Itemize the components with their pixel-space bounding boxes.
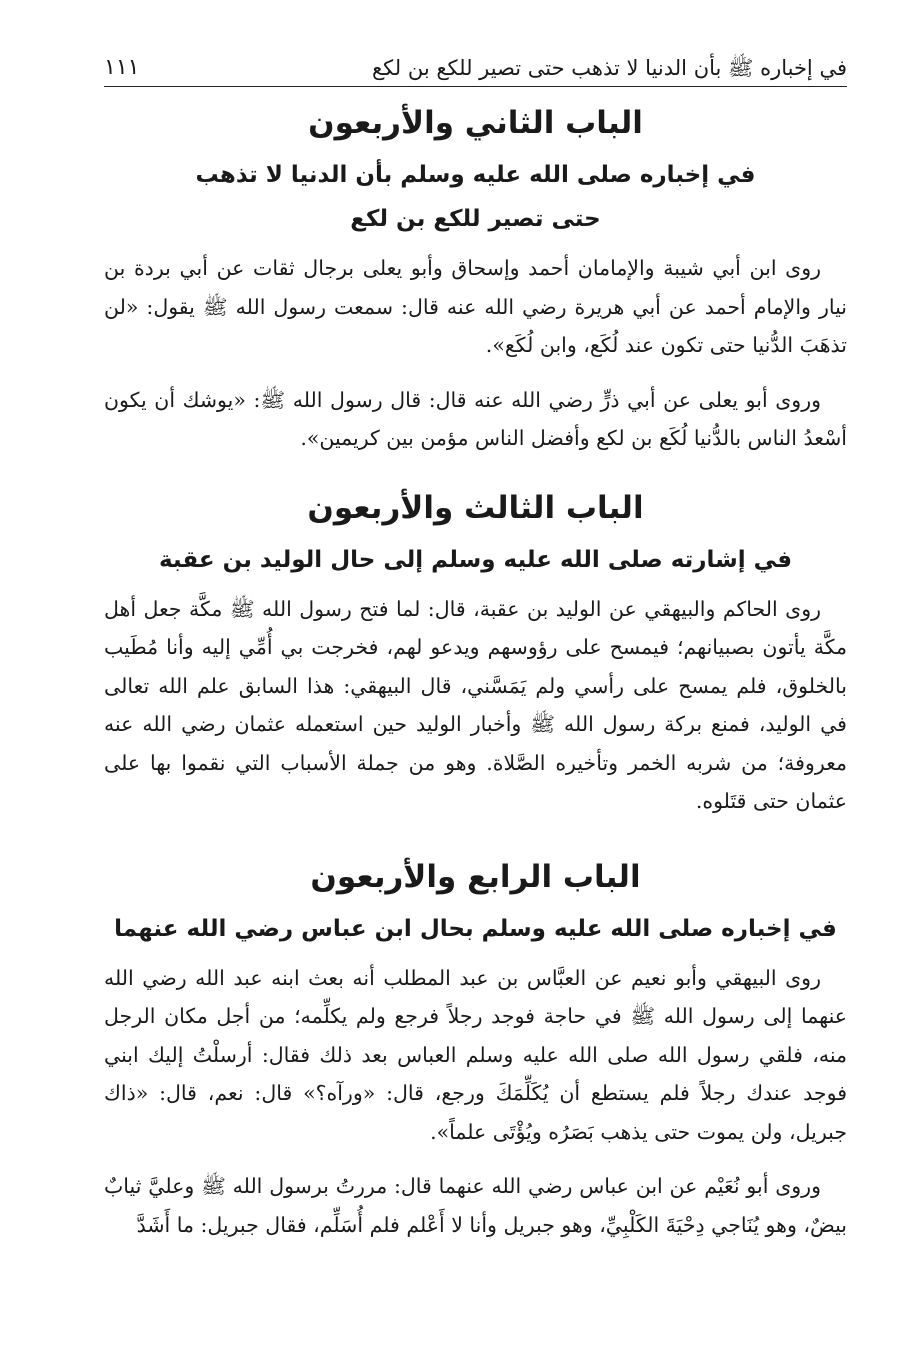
body-paragraph: روى البيهقي وأبو نعيم عن العبَّاس بن عبد المطلب أنه بعث ابنه عبد الله رضي الله عنهما إلى رسول الله ﷺ في حاجة فوجد رجلاً فرجع ولم يكلِّمه؛ من أجل مكان الرجل منه، فلقي رسول الله صلى الله عليه وسلم العباس بعد ذلك فقال: أرسلْتُ إليك ابني فوجد عندك رجلاً فلم يستطع أن يُكَلِّمَكَ ورجع، قال: «ورآه؟» قال: نعم، قال: «ذاك جبريل، ولن يموت حتى يذهب بَصَرُه ويُؤْتَى علماً». — [104, 965, 847, 1144]
body-paragraph: وروى أبو نُعَيْم عن ابن عباس رضي الله عنهما قال: مررتُ برسول الله ﷺ وعليَّ ثيابٌ بيضٌ، وهو يُنَاجي دِحْيَةَ الكَلْبِيِّ، وهو جبريل وأنا لا أَعْلم فلم أُسَلِّم، فقال جبريل: ما أَشَدَّ — [104, 1174, 847, 1237]
running-title: في إخباره ﷺ بأن الدنيا لا تذهب حتى تصير للكع بن لكع — [371, 56, 847, 80]
chapter-subtitle-line: حتى تصير للكع بن لكع — [350, 206, 601, 232]
chapter-43 — [104, 488, 847, 821]
chapter-42 — [104, 103, 847, 458]
chapter-44 — [104, 857, 847, 1245]
running-header — [104, 54, 847, 87]
chapter-title: الباب الرابع والأربعون — [310, 858, 641, 895]
chapter-subtitle: في إخباره صلى الله عليه وسلم بحال ابن عباس رضي الله عنهما — [114, 915, 837, 942]
body-paragraph: روى ابن أبي شيبة والإمامان أحمد وإسحاق وأبو يعلى برجال ثقات عن أبي بردة بن نيار والإمام أحمد عن أبي هريرة رضي الله عنه قال: سمعت رسول الله ﷺ يقول: «لن تذهَبَ الدُّنيا حتى تكون عند لُكَع، وابن لُكَع». — [104, 256, 847, 357]
chapter-title: الباب الثاني والأربعون — [308, 105, 643, 141]
page-number: ١١١ — [104, 55, 140, 80]
chapter-subtitle-line: في إخباره صلى الله عليه وسلم بأن الدنيا لا تذهب — [195, 162, 756, 188]
body-paragraph: روى الحاكم والبيهقي عن الوليد بن عقبة، قال: لما فتح رسول الله ﷺ مكَّة جعل أهل مكَّة يأتون بصبيانهم؛ فيمسح على رؤوسهم ويدعو لهم، فخرجت بي أُمِّي إليه وأنا مُطَيب بالخلوق، فلم يمسح على رأسي ولم يَمَسَّني، قال البيهقي: هذا السابق علم الله تعالى في الوليد، فمنع بركة رسول الله ﷺ وأخبار الوليد حين استعمله عثمان رضي الله عنه معروفة؛ من شربه الخمر وتأخيره الصَّلاة. وهو من جملة الأسباب التي نقموا بها على عثمان حتى قتَلوه. — [104, 596, 847, 813]
chapter-subtitle: في إشارته صلى الله عليه وسلم إلى حال الوليد بن عقبة — [158, 546, 793, 573]
chapter-title: الباب الثالث والأربعون — [307, 489, 644, 526]
body-paragraph: وروى أبو يعلى عن أبي ذرٍّ رضي الله عنه قال: قال رسول الله ﷺ: «يوشك أن يكون أسْعدُ الناس بالدُّنيا لُكَع بن لكع وأفضل الناس مؤمن بين كريمين». — [104, 387, 847, 450]
chapter-subtitle — [104, 153, 847, 241]
